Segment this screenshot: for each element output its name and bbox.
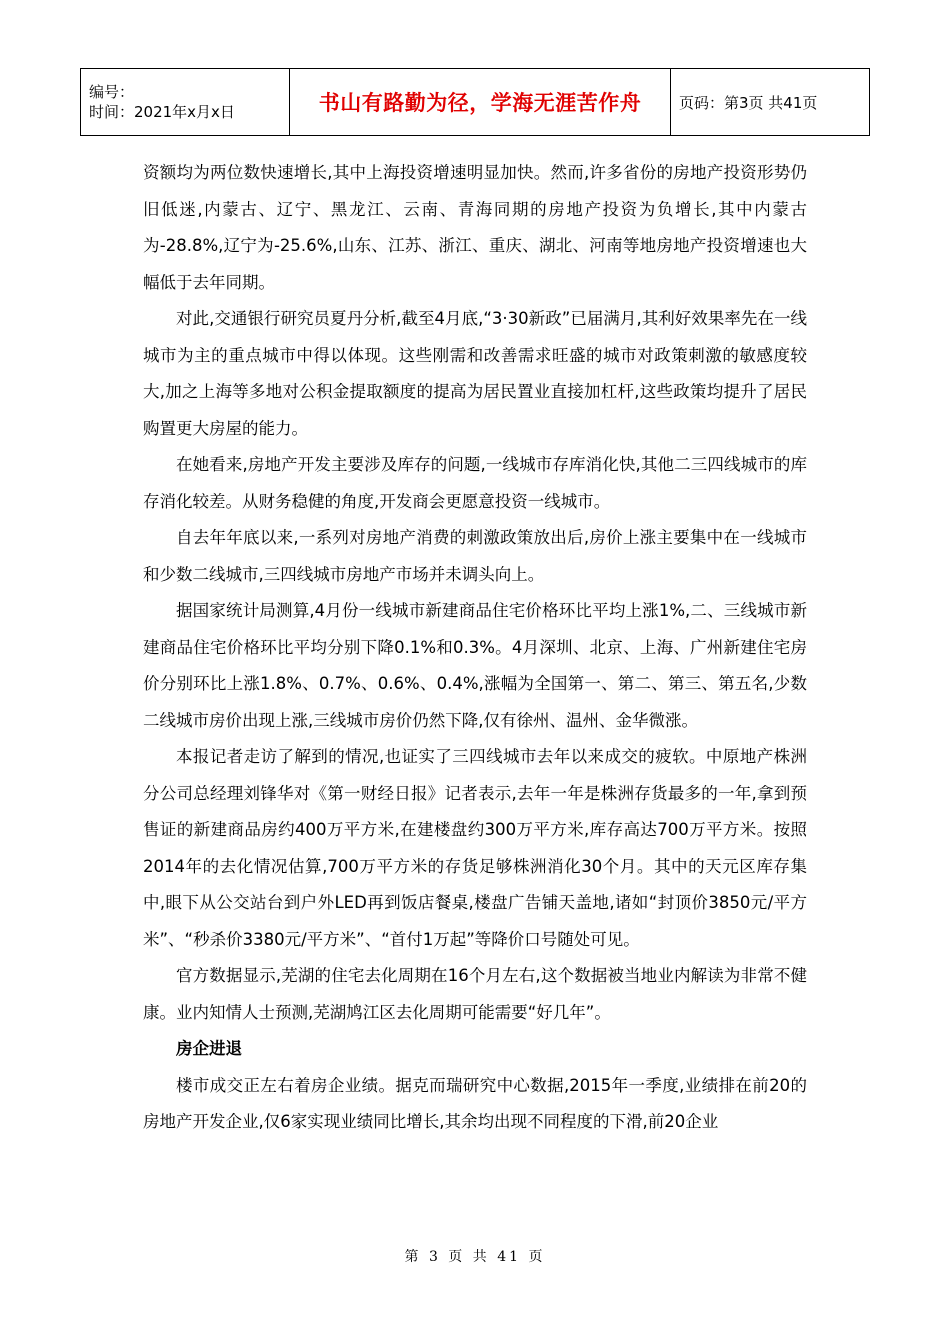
paragraph: 楼市成交正左右着房企业绩。据克而瑞研究中心数据,2015年一季度,业绩排在前20的房地产开发企业,仅6家实现业绩同比增长,其余均出现不同程度的下滑,前20企业 (143, 1075, 807, 1131)
header-page-info: 页码：第3页 共41页 (671, 69, 870, 136)
document-header (80, 68, 870, 136)
header-date-label: 时间：2021年x月x日 (89, 103, 235, 121)
paragraph: 资额均为两位数快速增长,其中上海投资增速明显加快。然而,许多省份的房地产投资形势仍旧低迷,内蒙古、辽宁、黑龙江、云南、青海同期的房地产投资为负增长,其中内蒙古为-28.8%,辽宁为-25.6%,山东、江苏、浙江、重庆、湖北、河南等地房地产投资增速也大幅低于去年同期。 (143, 163, 807, 292)
paragraph: 官方数据显示,芜湖的住宅去化周期在16个月左右,这个数据被当地业内解读为非常不健康。业内知情人士预测,芜湖鸠江区去化周期可能需要“好几年”。 (143, 966, 807, 1022)
paragraph: 本报记者走访了解到的情况,也证实了三四线城市去年以来成交的疲软。中原地产株洲分公司总经理刘锋华对《第一财经日报》记者表示,去年一年是株洲存货最多的一年,拿到预售证的新建商品房约400万平方米,在建楼盘约300万平方米,库存高达700万平方米。按照2014年的去化情况估算,700万平方米的存货足够株洲消化30个月。其中的天元区库存集中,眼下从公交站台到户外LED再到饭店餐桌,楼盘广告铺天盖地,诸如“封顶价3850元/平方米”、“秒杀价3380元/平方米”、“首付1万起”等降价口号随处可见。 (143, 747, 807, 949)
paragraph: 自去年年底以来,一系列对房地产消费的刺激政策放出后,房价上涨主要集中在一线城市和少数二线城市,三四线城市房地产市场并未调头向上。 (143, 528, 807, 584)
header-number-label: 编号： (89, 83, 135, 101)
section-title: 房企进退 (176, 1039, 242, 1058)
paragraph: 在她看来,房地产开发主要涉及库存的问题,一线城市存库消化快,其他二三四线城市的库存消化较差。从财务稳健的角度,开发商会更愿意投资一线城市。 (143, 455, 807, 511)
header-motto: 书山有路勤为径，学海无涯苦作舟 (290, 69, 671, 136)
page-footer: 第 3 页 共 41 页 (404, 1249, 546, 1265)
document-body (143, 155, 807, 1141)
paragraph: 据国家统计局测算,4月份一线城市新建商品住宅价格环比平均上涨1%,二、三线城市新建商品住宅价格环比平均分别下降0.1%和0.3%。4月深圳、北京、上海、广州新建住宅房价分别环比上涨1.8%、0.7%、0.6%、0.4%,涨幅为全国第一、第二、第三、第五名,少数二线城市房价出现上涨,三线城市房价仍然下降,仅有徐州、温州、金华微涨。 (143, 601, 807, 730)
header-meta (81, 69, 290, 136)
paragraph: 对此,交通银行研究员夏丹分析,截至4月底,“3·30新政”已届满月,其利好效果率先在一线城市为主的重点城市中得以体现。这些刚需和改善需求旺盛的城市对政策刺激的敏感度较大,加之上海等多地对公积金提取额度的提高为居民置业直接加杠杆,这些政策均提升了居民购置更大房屋的能力。 (143, 309, 807, 438)
